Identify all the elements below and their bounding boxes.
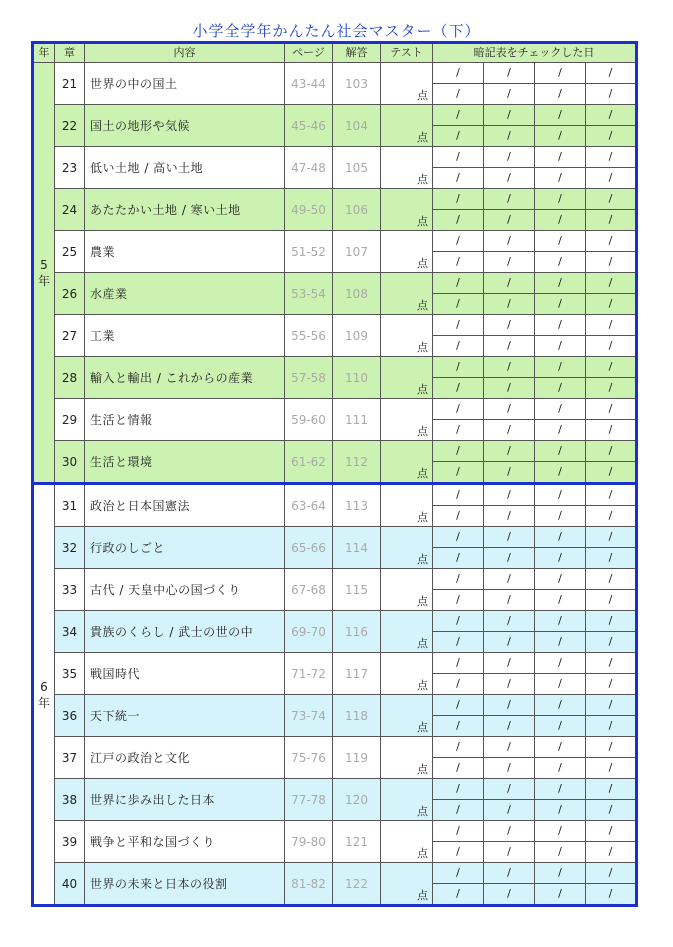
- check-date-field[interactable]: /: [535, 84, 586, 105]
- chapter-content: 輸入と輸出 / これからの産業: [85, 357, 285, 399]
- page-range: 77-78: [285, 779, 333, 821]
- page-range: 65-66: [285, 527, 333, 569]
- check-date-field[interactable]: /: [484, 695, 535, 716]
- page-range: 55-56: [285, 315, 333, 357]
- header-chapter: 章: [55, 43, 85, 63]
- check-date-field[interactable]: /: [586, 420, 637, 441]
- check-date-field[interactable]: /: [433, 357, 484, 378]
- check-date-field[interactable]: /: [535, 884, 586, 906]
- check-date-field[interactable]: /: [535, 252, 586, 273]
- chapter-content: 江戸の政治と文化: [85, 737, 285, 779]
- check-date-field[interactable]: /: [535, 632, 586, 653]
- check-date-field[interactable]: /: [535, 168, 586, 189]
- test-score-field[interactable]: 点: [381, 315, 433, 357]
- table-row: [33, 63, 637, 84]
- check-date-field[interactable]: /: [586, 863, 637, 884]
- test-score-field[interactable]: 点: [381, 611, 433, 653]
- page-range: 49-50: [285, 189, 333, 231]
- test-score-field[interactable]: 点: [381, 653, 433, 695]
- test-score-field[interactable]: 点: [381, 273, 433, 315]
- check-date-field[interactable]: /: [433, 420, 484, 441]
- test-score-field[interactable]: 点: [381, 821, 433, 863]
- chapter-number: 33: [55, 569, 85, 611]
- test-score-field[interactable]: 点: [381, 357, 433, 399]
- check-date-field[interactable]: /: [586, 758, 637, 779]
- page-range: 79-80: [285, 821, 333, 863]
- check-date-field[interactable]: /: [484, 716, 535, 737]
- check-date-field[interactable]: /: [586, 84, 637, 105]
- check-date-field[interactable]: /: [535, 399, 586, 420]
- check-date-field[interactable]: /: [535, 378, 586, 399]
- check-date-field[interactable]: /: [586, 462, 637, 484]
- check-date-field[interactable]: /: [484, 399, 535, 420]
- check-date-field[interactable]: /: [586, 231, 637, 252]
- check-date-field[interactable]: /: [586, 506, 637, 527]
- chapter-number: 37: [55, 737, 85, 779]
- check-date-field[interactable]: /: [433, 126, 484, 147]
- check-date-field[interactable]: /: [586, 674, 637, 695]
- check-date-field[interactable]: /: [433, 336, 484, 357]
- check-date-field[interactable]: /: [535, 147, 586, 168]
- check-date-field[interactable]: /: [484, 63, 535, 84]
- page-title: 小学全学年かんたん社会マスター（下）: [192, 22, 481, 40]
- header-row: [33, 43, 637, 63]
- check-date-field[interactable]: /: [586, 569, 637, 590]
- check-date-field[interactable]: /: [484, 611, 535, 632]
- answer-page: 114: [333, 527, 381, 569]
- table-row: [33, 231, 637, 252]
- chapter-number: 30: [55, 441, 85, 484]
- test-score-field[interactable]: 点: [381, 779, 433, 821]
- check-date-field[interactable]: /: [586, 168, 637, 189]
- check-date-field[interactable]: /: [433, 399, 484, 420]
- check-date-field[interactable]: /: [433, 716, 484, 737]
- chapter-number: 34: [55, 611, 85, 653]
- check-date-field[interactable]: /: [586, 716, 637, 737]
- chapter-content: 戦争と平和な国づくり: [85, 821, 285, 863]
- table-row: [33, 105, 637, 126]
- chapter-number: 22: [55, 105, 85, 147]
- page-range: 43-44: [285, 63, 333, 105]
- check-date-field[interactable]: /: [433, 168, 484, 189]
- check-date-field[interactable]: /: [433, 527, 484, 548]
- check-date-field[interactable]: /: [535, 189, 586, 210]
- chapter-number: 36: [55, 695, 85, 737]
- test-score-field[interactable]: 点: [381, 527, 433, 569]
- chapter-content: 天下統一: [85, 695, 285, 737]
- check-date-field[interactable]: /: [535, 506, 586, 527]
- chapter-content: 水産業: [85, 273, 285, 315]
- check-date-field[interactable]: /: [535, 590, 586, 611]
- check-date-field[interactable]: /: [586, 399, 637, 420]
- check-date-field[interactable]: /: [535, 737, 586, 758]
- page-range: 53-54: [285, 273, 333, 315]
- answer-page: 122: [333, 863, 381, 906]
- check-date-field[interactable]: /: [433, 590, 484, 611]
- check-date-field[interactable]: /: [586, 842, 637, 863]
- test-score-field[interactable]: 点: [381, 484, 433, 527]
- check-date-field[interactable]: /: [586, 821, 637, 842]
- chapter-number: 40: [55, 863, 85, 906]
- check-date-field[interactable]: /: [535, 779, 586, 800]
- table-row: [33, 273, 637, 294]
- chapter-content: 国土の地形や気候: [85, 105, 285, 147]
- table-row: [33, 821, 637, 842]
- check-date-field[interactable]: /: [586, 105, 637, 126]
- study-check-table: [31, 41, 638, 907]
- table-row: [33, 695, 637, 716]
- answer-page: 116: [333, 611, 381, 653]
- answer-page: 106: [333, 189, 381, 231]
- check-date-field[interactable]: /: [484, 420, 535, 441]
- check-date-field[interactable]: /: [535, 611, 586, 632]
- check-date-field[interactable]: /: [433, 632, 484, 653]
- check-date-field[interactable]: /: [433, 842, 484, 863]
- page-range: 71-72: [285, 653, 333, 695]
- chapter-number: 39: [55, 821, 85, 863]
- check-date-field[interactable]: /: [535, 548, 586, 569]
- page-range: 67-68: [285, 569, 333, 611]
- check-date-field[interactable]: /: [484, 842, 535, 863]
- chapter-number: 32: [55, 527, 85, 569]
- page-range: 69-70: [285, 611, 333, 653]
- check-date-field[interactable]: /: [586, 632, 637, 653]
- chapter-content: 生活と環境: [85, 441, 285, 484]
- check-date-field[interactable]: /: [433, 737, 484, 758]
- chapter-content: 低い土地 / 高い土地: [85, 147, 285, 189]
- table-row: [33, 315, 637, 336]
- table-row: [33, 653, 637, 674]
- chapter-number: 29: [55, 399, 85, 441]
- check-date-field[interactable]: /: [433, 484, 484, 506]
- check-date-field[interactable]: /: [433, 315, 484, 336]
- chapter-number: 23: [55, 147, 85, 189]
- check-date-field[interactable]: /: [433, 441, 484, 462]
- check-date-field[interactable]: /: [586, 611, 637, 632]
- header-check-dates: 暗記表をチェックした日: [433, 43, 637, 63]
- check-date-field[interactable]: /: [535, 126, 586, 147]
- answer-page: 119: [333, 737, 381, 779]
- chapter-content: 戦国時代: [85, 653, 285, 695]
- chapter-number: 21: [55, 63, 85, 105]
- check-date-field[interactable]: /: [484, 506, 535, 527]
- test-score-field[interactable]: 点: [381, 695, 433, 737]
- check-date-field[interactable]: /: [586, 548, 637, 569]
- page-range: 51-52: [285, 231, 333, 273]
- check-date-field[interactable]: /: [484, 315, 535, 336]
- check-date-field[interactable]: /: [535, 294, 586, 315]
- check-date-field[interactable]: /: [433, 63, 484, 84]
- check-date-field[interactable]: /: [535, 716, 586, 737]
- table-row: [33, 189, 637, 210]
- check-date-field[interactable]: /: [484, 294, 535, 315]
- check-date-field[interactable]: /: [586, 126, 637, 147]
- answer-page: 104: [333, 105, 381, 147]
- page-range: 61-62: [285, 441, 333, 484]
- check-date-field[interactable]: /: [535, 315, 586, 336]
- check-date-field[interactable]: /: [535, 527, 586, 548]
- check-date-field[interactable]: /: [586, 779, 637, 800]
- answer-page: 109: [333, 315, 381, 357]
- check-date-field[interactable]: /: [484, 569, 535, 590]
- answer-page: 121: [333, 821, 381, 863]
- grade-label: 6 年: [33, 484, 55, 906]
- answer-page: 115: [333, 569, 381, 611]
- answer-page: 117: [333, 653, 381, 695]
- check-date-field[interactable]: /: [484, 527, 535, 548]
- chapter-number: 38: [55, 779, 85, 821]
- check-date-field[interactable]: /: [535, 758, 586, 779]
- chapter-content: 古代 / 天皇中心の国づくり: [85, 569, 285, 611]
- test-score-field[interactable]: 点: [381, 231, 433, 273]
- check-date-field[interactable]: /: [433, 800, 484, 821]
- answer-page: 107: [333, 231, 381, 273]
- check-date-field[interactable]: /: [484, 863, 535, 884]
- check-date-field[interactable]: /: [586, 441, 637, 462]
- check-date-field[interactable]: /: [535, 63, 586, 84]
- check-date-field[interactable]: /: [535, 357, 586, 378]
- page-range: 47-48: [285, 147, 333, 189]
- check-date-field[interactable]: /: [433, 695, 484, 716]
- check-date-field[interactable]: /: [535, 273, 586, 294]
- chapter-content: 行政のしごと: [85, 527, 285, 569]
- check-date-field[interactable]: /: [586, 357, 637, 378]
- check-date-field[interactable]: /: [586, 63, 637, 84]
- header-content: 内容: [85, 43, 285, 63]
- check-date-field[interactable]: /: [535, 569, 586, 590]
- answer-page: 113: [333, 484, 381, 527]
- check-date-field[interactable]: /: [484, 484, 535, 506]
- check-date-field[interactable]: /: [586, 252, 637, 273]
- check-date-field[interactable]: /: [586, 884, 637, 906]
- check-date-field[interactable]: /: [586, 590, 637, 611]
- check-date-field[interactable]: /: [535, 863, 586, 884]
- check-date-field[interactable]: /: [433, 653, 484, 674]
- check-date-field[interactable]: /: [586, 315, 637, 336]
- check-date-field[interactable]: /: [586, 336, 637, 357]
- page-range: 59-60: [285, 399, 333, 441]
- answer-page: 108: [333, 273, 381, 315]
- check-date-field[interactable]: /: [484, 189, 535, 210]
- check-date-field[interactable]: /: [433, 294, 484, 315]
- answer-page: 120: [333, 779, 381, 821]
- check-date-field[interactable]: /: [586, 294, 637, 315]
- check-date-field[interactable]: /: [484, 273, 535, 294]
- check-date-field[interactable]: /: [433, 462, 484, 484]
- chapter-content: 世界の未来と日本の役割: [85, 863, 285, 906]
- check-date-field[interactable]: /: [484, 737, 535, 758]
- check-date-field[interactable]: /: [535, 695, 586, 716]
- chapter-number: 25: [55, 231, 85, 273]
- check-date-field[interactable]: /: [535, 800, 586, 821]
- test-score-field[interactable]: 点: [381, 737, 433, 779]
- check-date-field[interactable]: /: [535, 484, 586, 506]
- page-range: 81-82: [285, 863, 333, 906]
- check-date-field[interactable]: /: [433, 84, 484, 105]
- test-score-field[interactable]: 点: [381, 189, 433, 231]
- check-date-field[interactable]: /: [586, 484, 637, 506]
- check-date-field[interactable]: /: [484, 210, 535, 231]
- check-date-field[interactable]: /: [484, 336, 535, 357]
- check-date-field[interactable]: /: [484, 821, 535, 842]
- check-date-field[interactable]: /: [433, 252, 484, 273]
- chapter-number: 27: [55, 315, 85, 357]
- check-date-field[interactable]: /: [484, 590, 535, 611]
- check-date-field[interactable]: /: [433, 147, 484, 168]
- check-date-field[interactable]: /: [433, 758, 484, 779]
- check-date-field[interactable]: /: [586, 210, 637, 231]
- check-date-field[interactable]: /: [484, 105, 535, 126]
- check-date-field[interactable]: /: [433, 189, 484, 210]
- table-row: [33, 527, 637, 548]
- check-date-field[interactable]: /: [484, 758, 535, 779]
- test-score-field[interactable]: 点: [381, 569, 433, 611]
- check-date-field[interactable]: /: [484, 231, 535, 252]
- chapter-number: 35: [55, 653, 85, 695]
- check-date-field[interactable]: /: [586, 737, 637, 758]
- chapter-content: 生活と情報: [85, 399, 285, 441]
- check-date-field[interactable]: /: [535, 842, 586, 863]
- chapter-content: 工業: [85, 315, 285, 357]
- answer-page: 110: [333, 357, 381, 399]
- table-row: [33, 441, 637, 462]
- header-answer: 解答: [333, 43, 381, 63]
- check-date-field[interactable]: /: [484, 441, 535, 462]
- check-date-field[interactable]: /: [484, 632, 535, 653]
- check-date-field[interactable]: /: [433, 378, 484, 399]
- answer-page: 105: [333, 147, 381, 189]
- answer-page: 111: [333, 399, 381, 441]
- table-row: [33, 863, 637, 884]
- answer-page: 118: [333, 695, 381, 737]
- chapter-content: 貴族のくらし / 武士の世の中: [85, 611, 285, 653]
- check-date-field[interactable]: /: [535, 653, 586, 674]
- check-date-field[interactable]: /: [484, 800, 535, 821]
- check-date-field[interactable]: /: [433, 611, 484, 632]
- answer-page: 112: [333, 441, 381, 484]
- check-date-field[interactable]: /: [535, 210, 586, 231]
- table-row: [33, 357, 637, 378]
- answer-page: 103: [333, 63, 381, 105]
- check-date-field[interactable]: /: [586, 653, 637, 674]
- check-date-field[interactable]: /: [535, 462, 586, 484]
- table-row: [33, 611, 637, 632]
- check-date-field[interactable]: /: [484, 357, 535, 378]
- check-date-field[interactable]: /: [484, 548, 535, 569]
- check-date-field[interactable]: /: [433, 105, 484, 126]
- check-date-field[interactable]: /: [484, 462, 535, 484]
- test-score-field[interactable]: 点: [381, 63, 433, 105]
- check-date-field[interactable]: /: [433, 569, 484, 590]
- chapter-number: 26: [55, 273, 85, 315]
- grade-label: 5 年: [33, 63, 55, 484]
- check-date-field[interactable]: /: [586, 189, 637, 210]
- chapter-content: あたたかい土地 / 寒い土地: [85, 189, 285, 231]
- check-date-field[interactable]: /: [535, 420, 586, 441]
- check-date-field[interactable]: /: [484, 252, 535, 273]
- check-date-field[interactable]: /: [484, 84, 535, 105]
- check-date-field[interactable]: /: [433, 231, 484, 252]
- check-date-field[interactable]: /: [586, 273, 637, 294]
- test-score-field[interactable]: 点: [381, 441, 433, 484]
- check-date-field[interactable]: /: [535, 231, 586, 252]
- test-score-field[interactable]: 点: [381, 863, 433, 906]
- header-grade: 年: [33, 43, 55, 63]
- check-date-field[interactable]: /: [484, 126, 535, 147]
- check-date-field[interactable]: /: [433, 674, 484, 695]
- page-range: 63-64: [285, 484, 333, 527]
- chapter-number: 28: [55, 357, 85, 399]
- page-range: 45-46: [285, 105, 333, 147]
- check-date-field[interactable]: /: [535, 441, 586, 462]
- check-date-field[interactable]: /: [484, 884, 535, 906]
- table-row: [33, 737, 637, 758]
- test-score-field[interactable]: 点: [381, 147, 433, 189]
- check-date-field[interactable]: /: [586, 800, 637, 821]
- check-date-field[interactable]: /: [433, 863, 484, 884]
- check-date-field[interactable]: /: [586, 527, 637, 548]
- page-range: 75-76: [285, 737, 333, 779]
- chapter-content: 政治と日本国憲法: [85, 484, 285, 527]
- check-date-field[interactable]: /: [586, 378, 637, 399]
- check-date-field[interactable]: /: [484, 674, 535, 695]
- check-date-field[interactable]: /: [484, 779, 535, 800]
- check-date-field[interactable]: /: [535, 336, 586, 357]
- page-range: 73-74: [285, 695, 333, 737]
- check-date-field[interactable]: /: [433, 506, 484, 527]
- table-row: [33, 779, 637, 800]
- check-date-field[interactable]: /: [586, 147, 637, 168]
- test-score-field[interactable]: 点: [381, 399, 433, 441]
- header-page: ページ: [285, 43, 333, 63]
- chapter-content: 世界に歩み出した日本: [85, 779, 285, 821]
- chapter-number: 31: [55, 484, 85, 527]
- table-row: [33, 484, 637, 506]
- chapter-content: 農業: [85, 231, 285, 273]
- header-test: テスト: [381, 43, 433, 63]
- test-score-field[interactable]: 点: [381, 105, 433, 147]
- table-row: [33, 569, 637, 590]
- check-date-field[interactable]: /: [535, 674, 586, 695]
- table-row: [33, 399, 637, 420]
- check-date-field[interactable]: /: [433, 821, 484, 842]
- table-row: [33, 147, 637, 168]
- check-date-field[interactable]: /: [586, 695, 637, 716]
- check-date-field[interactable]: /: [484, 378, 535, 399]
- check-date-field[interactable]: /: [433, 548, 484, 569]
- check-date-field[interactable]: /: [535, 821, 586, 842]
- check-date-field[interactable]: /: [484, 147, 535, 168]
- check-date-field[interactable]: /: [433, 273, 484, 294]
- check-date-field[interactable]: /: [433, 210, 484, 231]
- check-date-field[interactable]: /: [484, 168, 535, 189]
- check-date-field[interactable]: /: [535, 105, 586, 126]
- check-date-field[interactable]: /: [484, 653, 535, 674]
- check-date-field[interactable]: /: [433, 884, 484, 906]
- page-range: 57-58: [285, 357, 333, 399]
- chapter-number: 24: [55, 189, 85, 231]
- check-date-field[interactable]: /: [433, 779, 484, 800]
- chapter-content: 世界の中の国土: [85, 63, 285, 105]
